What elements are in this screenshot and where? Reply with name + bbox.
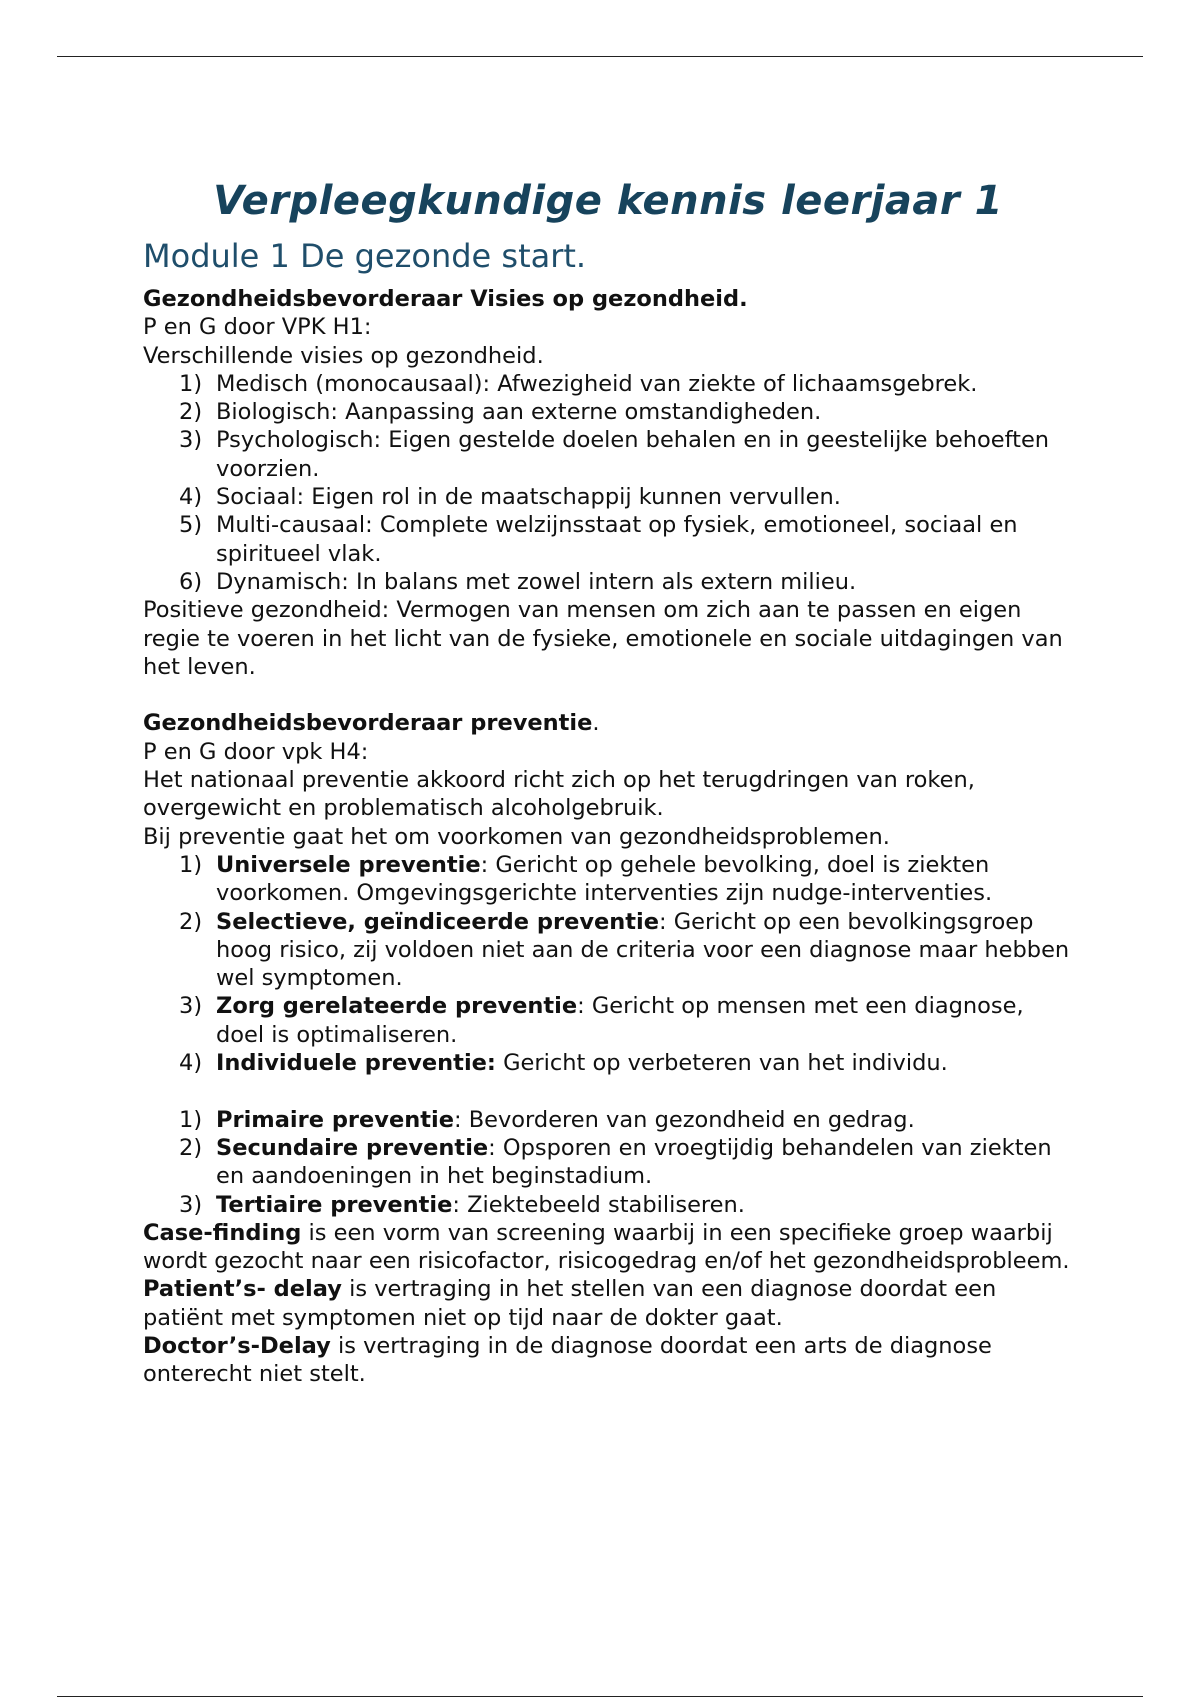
list-item-text: Multi-causaal: Complete welzijnsstaat op fysiek, emotioneel, sociaal en spiritueel vlak. bbox=[216, 512, 1018, 567]
list-item bbox=[143, 370, 1073, 398]
list-item bbox=[143, 568, 1073, 596]
list-number: 3) bbox=[179, 427, 203, 454]
definition-term: Patient’s- delay bbox=[143, 1276, 342, 1303]
list-item-term: Tertiaire preventie bbox=[216, 1191, 453, 1218]
section-heading-text: Gezondheidsbevorderaar preventie bbox=[143, 710, 593, 737]
list-number: 4) bbox=[179, 1050, 203, 1077]
list-item-term: Selectieve, geïndiceerde preventie bbox=[216, 908, 660, 935]
list-item-text: Dynamisch: In balans met zowel intern als extern milieu. bbox=[216, 568, 857, 595]
list-item-term: Zorg gerelateerde preventie bbox=[216, 993, 578, 1020]
list-number: 4) bbox=[179, 484, 203, 511]
list-item bbox=[143, 1049, 1073, 1077]
list-number: 3) bbox=[179, 1191, 203, 1218]
list-number: 1) bbox=[179, 1106, 203, 1133]
list-item bbox=[143, 992, 1073, 1049]
list-item-term: Individuele preventie: bbox=[216, 1050, 496, 1077]
section-source: P en G door VPK H1: bbox=[143, 314, 372, 341]
list-item-text: Gericht op verbeteren van het individu. bbox=[495, 1050, 948, 1077]
visies-list bbox=[143, 370, 1073, 596]
list-item bbox=[143, 483, 1073, 511]
list-item-text: : Opsporen en vroegtijdig behandelen van ziekten en aandoeningen in het beginstadium. bbox=[216, 1134, 1052, 1190]
preventie-list-2 bbox=[143, 1106, 1073, 1219]
list-item bbox=[143, 426, 1073, 483]
module-title: Module 1 De gezonde start. bbox=[143, 237, 587, 275]
definition-text: is vertraging in de diagnose doordat een arts de diagnose onterecht niet stelt. bbox=[143, 1332, 992, 1388]
list-item-term: Primaire preventie bbox=[216, 1106, 454, 1133]
list-number: 2) bbox=[179, 399, 203, 426]
list-item-text: Psychologisch: Eigen gestelde doelen behalen en in geestelijke behoeften voorzien. bbox=[216, 427, 1050, 482]
list-item bbox=[143, 908, 1073, 993]
list-number: 2) bbox=[179, 1134, 203, 1161]
list-item bbox=[143, 1106, 1073, 1134]
preventie-paragraph-2: Bij preventie gaat het om voorkomen van gezondheidsproblemen. bbox=[143, 823, 890, 850]
list-item-text: Medisch (monocausaal): Afwezigheid van ziekte of lichaamsgebrek. bbox=[216, 370, 978, 397]
list-item-term: Secundaire preventie bbox=[216, 1134, 489, 1161]
document-title: Verpleegkundige kennis leerjaar 1 bbox=[213, 178, 1003, 224]
document-body bbox=[143, 170, 1073, 1389]
spacer bbox=[143, 1077, 1073, 1105]
list-item bbox=[143, 1191, 1073, 1219]
list-item bbox=[143, 1134, 1073, 1191]
list-item bbox=[143, 398, 1073, 426]
positive-health-paragraph: Positieve gezondheid: Vermogen van mensen om zich aan te passen en eigen regie te voeren in het licht van de fysieke, emotionele en sociale uitdagingen van het leven. bbox=[143, 597, 1063, 680]
list-item-text: : Gericht op gehele bevolking, doel is ziekten voorkomen. Omgevingsgerichte interventies zijn nudge-interventies. bbox=[216, 851, 993, 907]
definition-term: Case-finding bbox=[143, 1219, 302, 1246]
footer-rule bbox=[57, 1696, 1143, 1697]
list-item-text: Sociaal: Eigen rol in de maatschappij kunnen vervullen. bbox=[216, 484, 841, 511]
section-heading-visies: Gezondheidsbevorderaar Visies op gezondheid. bbox=[143, 286, 748, 312]
list-item-term: Universele preventie bbox=[216, 851, 481, 878]
definition-text: is een vorm van screening waarbij in een specifieke groep waarbij wordt gezocht naar een risicofactor, risicogedrag en/of het gezondheidsprobleem. bbox=[143, 1219, 1070, 1275]
preventie-list-1 bbox=[143, 851, 1073, 1077]
list-item-text: : Gericht op een bevolkingsgroep hoog risico, zij voldoen niet aan de criteria voor een diagnose maar hebben wel symptomen. bbox=[216, 908, 1070, 992]
list-number: 2) bbox=[179, 908, 203, 935]
section-heading-preventie bbox=[143, 709, 1073, 737]
list-item bbox=[143, 851, 1073, 908]
list-number: 6) bbox=[179, 568, 203, 595]
list-number: 1) bbox=[179, 370, 203, 397]
section-heading-period: . bbox=[592, 710, 600, 737]
spacer bbox=[143, 681, 1073, 709]
section-source: P en G door vpk H4: bbox=[143, 738, 369, 765]
list-item-text: : Bevorderen van gezondheid en gedrag. bbox=[453, 1106, 915, 1133]
list-number: 3) bbox=[179, 993, 203, 1020]
definition-text: is vertraging in het stellen van een diagnose doordat een patiënt met symptomen niet op tijd naar de dokter gaat. bbox=[143, 1276, 997, 1331]
definition-doctors-delay bbox=[143, 1332, 1073, 1389]
list-number: 1) bbox=[179, 851, 203, 878]
definition-patients-delay bbox=[143, 1275, 1073, 1332]
list-item-text: : Gericht op mensen met een diagnose, doel is optimaliseren. bbox=[216, 993, 1024, 1048]
list-number: 5) bbox=[179, 512, 203, 539]
list-item-text: : Ziektebeeld stabiliseren. bbox=[452, 1191, 745, 1218]
definition-case-finding bbox=[143, 1219, 1073, 1276]
preventie-paragraph-1: Het nationaal preventie akkoord richt zich op het terugdringen van roken, overgewicht en problematisch alcoholgebruik. bbox=[143, 767, 975, 822]
section-intro: Verschillende visies op gezondheid. bbox=[143, 342, 544, 369]
definition-term: Doctor’s-Delay bbox=[143, 1332, 331, 1359]
header-rule bbox=[57, 56, 1143, 57]
list-item-text: Biologisch: Aanpassing aan externe omstandigheden. bbox=[216, 399, 822, 426]
list-item bbox=[143, 511, 1073, 568]
